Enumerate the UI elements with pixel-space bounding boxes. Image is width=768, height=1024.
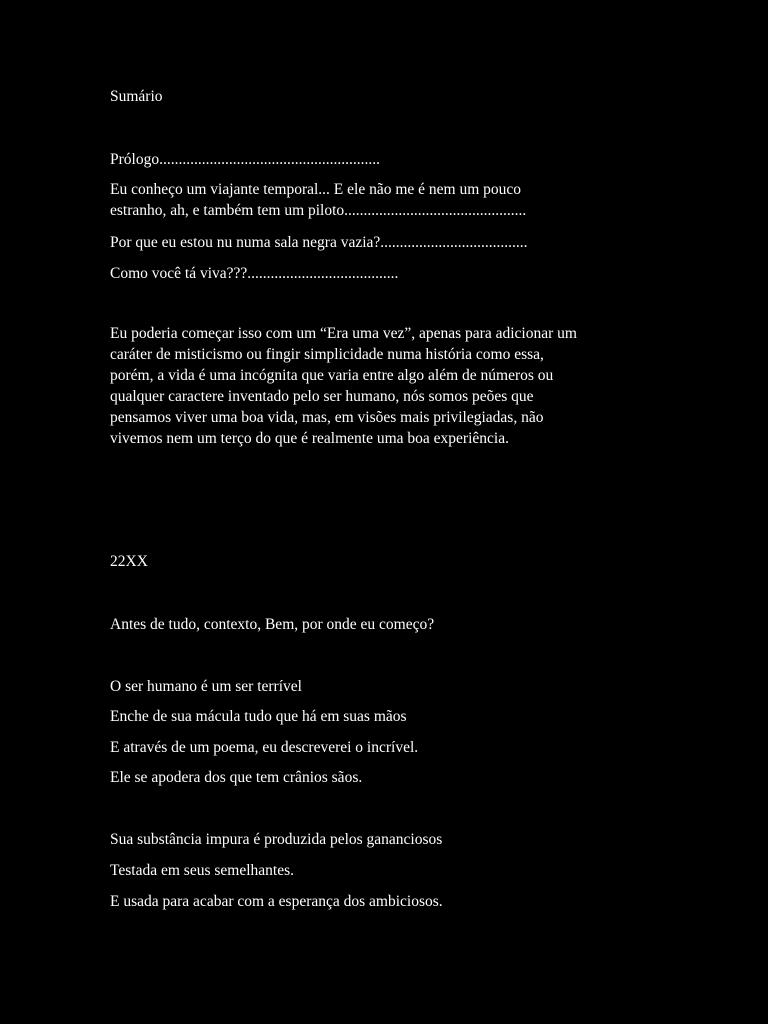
prologue-line: qualquer caractere inventado pelo ser humano, nós somos peões que [110,388,534,405]
prologue-line: porém, a vida é uma incógnita que varia entre algo além de números ou [110,367,554,384]
poem-line: O ser humano é um ser terrível [110,678,302,695]
toc-title: Sumário [110,88,163,105]
poem-line: Sua substância impura é produzida pelos gananciosos [110,831,443,848]
poem-line: Testada em seus semelhantes. [110,862,294,879]
poem-line: Enche de sua mácula tudo que há em suas mãos [110,708,407,725]
chapter-heading: 22XX [110,553,148,570]
toc-entry-alive: Como você tá viva???....................................... [110,265,399,282]
toc-entry-dark-room: Por que eu estou nu numa sala negra vazia?...................................... [110,234,528,251]
poem-line: E através de um poema, eu descreverei o incrível. [110,739,419,756]
prologue-line: pensamos viver uma boa vida, mas, em visões mais privilegiadas, não [110,409,544,426]
prologue-line: vivemos nem um terço do que é realmente uma boa experiência. [110,430,509,447]
toc-entry-prologue: Prólogo......................................................... [110,151,380,168]
toc-entry-traveler-line1: Eu conheço um viajante temporal... E ele não me é nem um pouco [110,181,522,198]
toc-entry-traveler-line2: estranho, ah, e também tem um piloto............................................... [110,202,527,219]
poem-line: E usada para acabar com a esperança dos ambiciosos. [110,893,443,910]
prologue-line: Eu poderia começar isso com um “Era uma vez”, apenas para adicionar um [110,325,577,342]
chapter-intro: Antes de tudo, contexto, Bem, por onde eu começo? [110,616,435,633]
poem-line: Ele se apodera dos que tem crânios sãos. [110,769,363,786]
prologue-paragraph [110,323,670,449]
prologue-line: caráter de misticismo ou fingir simplicidade numa história como essa, [110,346,544,363]
